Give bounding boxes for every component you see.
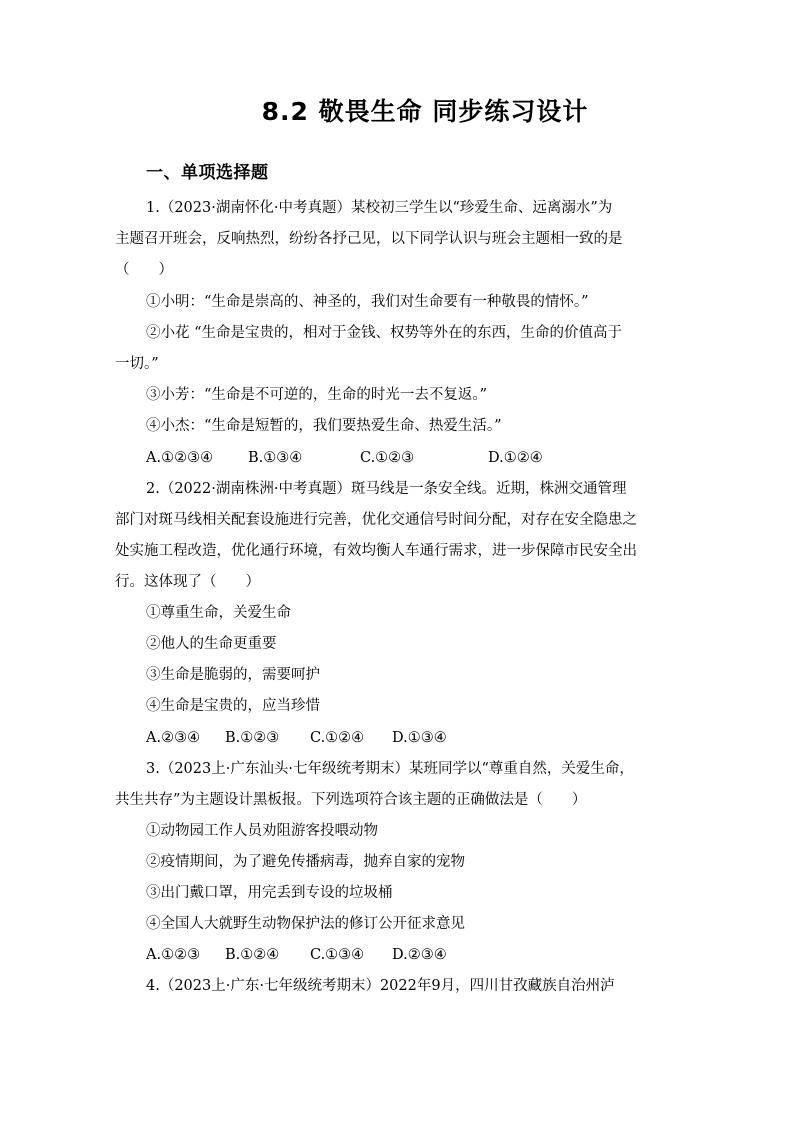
option-d: D.①③④ [392,730,447,746]
statement-item: ②疫情期间，为了避免传播病毒，抛弃自家的宠物 [146,854,465,870]
question-stem-line: 3.（2023上·广东汕头·七年级统考期末）某班同学以“尊重自然，关爱生命， [146,761,634,777]
option-b: B.①②③ [225,730,280,746]
statement-item: ④生命是宝贵的，应当珍惜 [146,698,320,714]
question-stem-line: 1.（2023·湖南怀化·中考真题）某校初三学生以“珍爱生命、远离溺水”为 [146,200,613,216]
option-a: A.②③④ [146,730,201,746]
statement-item: ④小杰：“生命是短暂的，我们要热爱生命、热爱生活。” [146,418,502,434]
option-a: A.①②③④ [146,450,214,466]
question-stem-line: 处实施工程改造，优化通行环境，有效均衡人车通行需求，进一步保障市民安全出 [115,543,637,559]
option-a: A.①②③ [146,947,201,963]
option-b: B.①②④ [225,947,280,963]
statement-item: ③出门戴口罩，用完丢到专设的垃圾桶 [146,885,393,901]
question-stem-line: 行。这体现了（ ） [115,574,260,590]
statement-item: ①小明：“生命是崇高的、神圣的，我们对生命要有一种敬畏的情怀。” [146,294,589,310]
statement-item: ③生命是脆弱的，需要呵护 [146,667,320,683]
statement-item: ②小花 “生命是宝贵的，相对于金钱、权势等外在的东西，生命的价值高于 [146,325,623,341]
question-stem-line: 主题召开班会，反响热烈，纷纷各抒己见，以下同学认识与班会主题相一致的是 [115,231,623,247]
option-d: D.②③④ [392,947,447,963]
section-heading: 一、单项选择题 [146,163,269,183]
statement-item: ④全国人大就野生动物保护法的修订公开征求意见 [146,916,465,932]
option-c: C.①③④ [310,947,365,963]
statement-item: ②他人的生命更重要 [146,636,277,652]
option-c: C.①②③ [360,450,415,466]
option-c: C.①②④ [310,730,365,746]
answer-blank: （ ） [115,262,173,278]
option-b: B.①③④ [248,450,303,466]
question-stem-line: 4.（2023上·广东·七年级统考期末）2022年9月，四川甘孜藏族自治州泸 [146,978,615,994]
statement-item: ①动物园工作人员劝阻游客投喂动物 [146,823,378,839]
question-stem-line: 2.（2022·湖南株洲·中考真题）斑马线是一条安全线。近期，株洲交通管理 [146,481,627,497]
option-d: D.①②④ [488,450,543,466]
statement-item-continuation: 一切。” [115,356,159,372]
statement-item: ①尊重生命，关爱生命 [146,605,291,621]
question-stem-line: 共生共存”为主题设计黑板报。下列选项符合该主题的正确做法是（ ） [115,792,587,808]
page-title: 8.2 敬畏生命 同步练习设计 [261,97,589,126]
statement-item: ③小芳：“生命是不可逆的，生命的时光一去不复返。” [146,387,488,403]
question-stem-line: 部门对斑马线相关配套设施进行完善，优化交通信号时间分配，对存在安全隐患之 [115,512,637,528]
